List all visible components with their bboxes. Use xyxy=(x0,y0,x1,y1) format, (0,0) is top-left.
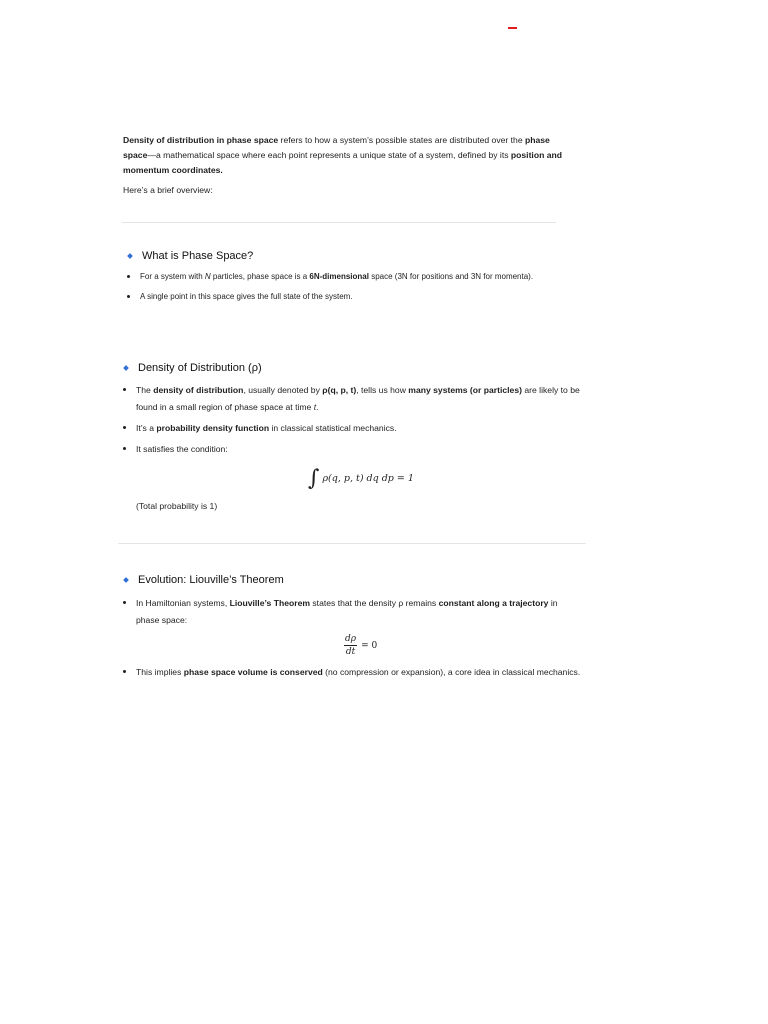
section-heading-phase-space xyxy=(127,250,253,262)
s2-i1-t1: The xyxy=(136,385,154,395)
section-3-list-continued xyxy=(122,664,582,681)
fraction-numerator: dρ xyxy=(345,634,357,644)
equation-rhs: = 0 xyxy=(361,640,378,651)
s2-i1-t2: , usually denoted by xyxy=(243,385,323,395)
normalization-expression: ρ(q, p, t) dq dp = 1 xyxy=(322,473,414,484)
s1-i1-t1: For a system with xyxy=(140,272,205,281)
s3-i1-b2: constant along a trajectory xyxy=(438,598,549,608)
list-item: A single point in this space gives the full state of the system. xyxy=(126,289,546,304)
intro-paragraph xyxy=(123,133,563,198)
s1-i1-t3: space (3N for positions and 3N for momenta). xyxy=(368,272,534,281)
s2-i2-t2: in classical statistical mechanics. xyxy=(269,423,397,433)
list-item xyxy=(122,595,582,629)
divider-1 xyxy=(122,222,556,223)
diamond-bullet-icon xyxy=(127,253,133,259)
s3-i2-t2: (no compression or expansion), a core idea in classical mechanics. xyxy=(322,667,581,677)
s2-i1-t5: . xyxy=(316,402,319,412)
list-item xyxy=(122,664,582,681)
s1-i1-b1: 6N-dimensional xyxy=(309,272,369,281)
s2-i2-t1: It’s a xyxy=(136,423,157,433)
s2-i1-t4: are likely to be found in a small region of phase space at time xyxy=(136,385,580,412)
s2-i1-b3: many systems (or particles) xyxy=(408,385,522,395)
fraction-denominator: dt xyxy=(345,647,356,657)
intro-text xyxy=(123,133,563,178)
section-2-title: Density of Distribution (ρ) xyxy=(138,362,262,374)
section-3-list xyxy=(122,595,582,629)
s2-i1-b2: ρ(q, p, t) xyxy=(322,385,357,395)
s1-i1-t2: particles, phase space is a xyxy=(210,272,310,281)
s2-i1-i1: t xyxy=(313,402,317,412)
s2-i1-b1: density of distribution xyxy=(153,385,244,395)
intro-bold-2: phase space xyxy=(123,135,550,160)
list-item xyxy=(126,269,546,284)
s1-i1-i1: N xyxy=(204,272,211,281)
intro-overview: Here’s a brief overview: xyxy=(123,185,213,195)
list-item xyxy=(122,420,582,437)
section-heading-liouville xyxy=(123,574,284,586)
s3-i2-b1: phase space volume is conserved xyxy=(183,667,323,677)
list-item: It satisfies the condition: xyxy=(122,441,582,458)
diamond-bullet-icon xyxy=(123,365,129,371)
s3-i1-b1: Liouville’s Theorem xyxy=(229,598,310,608)
s3-i2-t1: This implies xyxy=(136,667,184,677)
integral-sign: ∫ xyxy=(308,466,320,491)
diamond-bullet-icon xyxy=(123,577,129,583)
intro-bold-1: Density of distribution in phase space xyxy=(123,135,279,145)
section-2-list xyxy=(122,382,582,462)
section-1-title: What is Phase Space? xyxy=(142,250,254,262)
intro-text-2: —a mathematical space where each point represents a unique state of a system, defined by its xyxy=(147,150,511,160)
intro-text-1: refers to how a system’s possible states are distributed over the xyxy=(278,135,525,145)
s2-i2-b1: probability density function xyxy=(156,423,270,433)
section-1-list xyxy=(126,269,546,309)
intro-bold-3: position and momentum coordinates. xyxy=(123,150,562,175)
section-heading-density xyxy=(123,362,262,374)
s3-i1-t1: In Hamiltonian systems, xyxy=(136,598,230,608)
s3-i1-t2: states that the density ρ remains xyxy=(310,598,439,608)
s2-i1-t3: , tells us how xyxy=(356,385,409,395)
section-3-title: Evolution: Liouville’s Theorem xyxy=(138,574,284,586)
s3-i1-t3: in phase space: xyxy=(136,598,558,625)
liouville-equation xyxy=(344,634,377,657)
top-red-mark xyxy=(508,27,517,29)
divider-2 xyxy=(118,543,586,544)
derivative-fraction xyxy=(344,634,357,657)
total-probability-note: (Total probability is 1) xyxy=(136,501,218,511)
list-item xyxy=(122,382,582,416)
normalization-equation xyxy=(308,466,414,491)
